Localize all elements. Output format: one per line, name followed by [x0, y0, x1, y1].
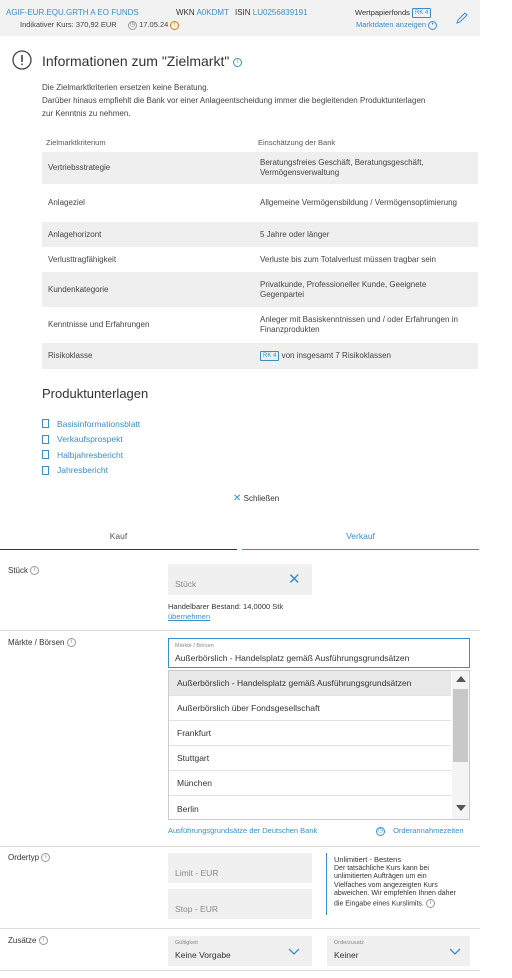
- isin-label: ISIN: [235, 8, 251, 17]
- table-row: Verlusttragfähigkeit Verluste bis zum Totalverlust müssen tragbar sein: [48, 254, 436, 264]
- clock-icon: ◷: [377, 827, 384, 834]
- document-link-halbjahresbericht[interactable]: Halbjahresbericht: [42, 447, 140, 463]
- divider: [0, 630, 480, 631]
- risk-class-badge: RK 4: [412, 8, 431, 18]
- document-link-jahresbericht[interactable]: Jahresbericht: [42, 463, 140, 479]
- gueltigkeit-select[interactable]: Gültigkeit Keine Vorgabe: [168, 936, 312, 966]
- info-icon[interactable]: i: [41, 853, 50, 862]
- chevron-down-icon: [449, 948, 461, 956]
- list-item[interactable]: Außerbörslich über Fondsgesellschaft: [169, 696, 451, 721]
- fund-name[interactable]: AGIF-EUR.EQU.GRTH A EO FUNDS: [6, 8, 139, 17]
- stueck-label: Stück: [8, 566, 29, 575]
- column-header-assessment: Einschätzung der Bank: [258, 137, 336, 147]
- documents-title: Produktunterlagen: [42, 386, 149, 401]
- info-icon[interactable]: i: [233, 58, 242, 67]
- tradeable-holdings: Handelbarer Bestand: 14,0000 Stk: [168, 602, 284, 611]
- markets-label: Märkte / Börsen: [8, 638, 65, 647]
- list-item[interactable]: Berlin: [177, 803, 199, 814]
- scroll-up-icon[interactable]: [456, 676, 466, 682]
- clear-icon[interactable]: ✕: [288, 571, 301, 588]
- document-icon: [42, 435, 49, 444]
- warning-icon[interactable]: !: [170, 21, 179, 30]
- asset-type: Wertpapierfonds: [355, 8, 410, 17]
- ordertyp-label: Ordertyp: [8, 853, 40, 862]
- orderzusatz-select[interactable]: Orderzusatz Keiner: [327, 936, 470, 966]
- table-row: Kenntnisse und Erfahrungen Anleger mit Basiskenntnissen und / oder Erfahrungen in Finanzprodukten: [48, 315, 458, 334]
- zusaetze-label: Zusätze: [8, 936, 37, 945]
- close-icon: ✕: [233, 493, 242, 504]
- exclamation-circle-icon: [12, 50, 32, 70]
- info-icon[interactable]: i: [426, 899, 435, 908]
- ordertyp-info: Unlimitiert - Bestens Der tatsächliche Kurs kann bei unlimitierten Aufträgen um ein Vielfaches vom angezeigten Kurs abweichen. Wir empfehlen Ihnen daher die Eingabe eines Kurslimits. i: [334, 855, 456, 908]
- scrollbar-thumb[interactable]: [453, 689, 468, 762]
- info-icon[interactable]: i: [30, 566, 39, 575]
- uebernehmen-link[interactable]: übernehmen: [168, 612, 211, 621]
- markets-selected-value: Außerbörslich - Handelsplatz gemäß Ausführungsgrundsätzen: [175, 653, 410, 663]
- table-row: Vertriebsstrategie Beratungsfreies Geschäft, Beratungsgeschäft, Vermögensverwaltung: [42, 152, 478, 184]
- stop-input[interactable]: Stop - EUR: [168, 889, 312, 919]
- column-header-criterion: Zielmarktkriterium: [46, 137, 106, 147]
- document-link-basisinformationsblatt[interactable]: Basisinformationsblatt: [42, 416, 140, 432]
- document-icon: [42, 466, 49, 475]
- instrument-header: [0, 0, 480, 36]
- zielmarkt-intro: Die Zielmarktkriterien ersetzen keine Beratung. Darüber hinaus empfiehlt die Bank vor einer Anlageentscheidung immer die begleitenden Produktunterlagen zur Kenntnis zu nehmen.: [42, 83, 426, 118]
- info-icon[interactable]: i: [39, 936, 48, 945]
- wkn-label: WKN: [176, 8, 195, 17]
- documents-list: [42, 416, 140, 478]
- risk-class-badge: RK 4: [260, 351, 279, 361]
- table-row: Kundenkategorie Privatkunde, Professioneller Kunde, Geeignete Gegenpartei: [42, 272, 478, 307]
- document-icon: [42, 450, 49, 459]
- info-accent-bar: [326, 853, 327, 915]
- close-button[interactable]: ✕ Schließen: [233, 493, 280, 504]
- info-icon[interactable]: i: [67, 638, 76, 647]
- divider: [0, 846, 480, 847]
- document-icon: [42, 419, 49, 428]
- list-item[interactable]: Frankfurt: [169, 721, 451, 746]
- zielmarkt-table: [42, 132, 478, 369]
- tab-verkauf[interactable]: Verkauf: [242, 524, 479, 550]
- eye-icon[interactable]: •: [428, 21, 437, 30]
- list-item[interactable]: Stuttgart: [169, 746, 451, 771]
- market-data-link[interactable]: Marktdaten anzeigen: [356, 20, 427, 29]
- list-item[interactable]: Außerbörslich - Handelsplatz gemäß Ausführungsgrundsätzen: [169, 671, 451, 696]
- table-row: Anlagehorizont 5 Jahre oder länger: [42, 222, 478, 247]
- stueck-input[interactable]: Stück ✕: [168, 564, 312, 595]
- divider: [0, 928, 480, 929]
- markets-dropdown-list: [168, 670, 470, 820]
- execution-principles-link[interactable]: Ausführungsgrundsätze der Deutschen Bank: [168, 826, 318, 835]
- price-date: 17.05.24: [139, 20, 169, 29]
- wkn-value: A0KDMT: [196, 8, 229, 17]
- isin-value: LU0256839191: [252, 8, 308, 17]
- order-acceptance-times-link[interactable]: ◷ Orderannahmezeiten: [377, 826, 464, 835]
- indicative-price: Indikativer Kurs: 370,92 EUR: [20, 20, 117, 29]
- table-row: Anlageziel Allgemeine Vermögensbildung / Vermögensoptimierung: [48, 198, 458, 207]
- markets-select[interactable]: Märkte / Börsen Außerbörslich - Handelsplatz gemäß Ausführungsgrundsätzen: [168, 638, 470, 668]
- edit-pencil-icon[interactable]: [455, 11, 469, 25]
- document-link-verkaufsprospekt[interactable]: Verkaufsprospekt: [42, 432, 140, 448]
- divider: [0, 970, 480, 971]
- list-item[interactable]: München: [169, 771, 451, 796]
- chevron-down-icon: [288, 948, 300, 956]
- scrollbar[interactable]: [452, 671, 469, 819]
- tab-kauf[interactable]: Kauf: [0, 524, 237, 550]
- zielmarkt-title: Informationen zum "Zielmarkt": [42, 53, 230, 69]
- scroll-down-icon[interactable]: [456, 805, 466, 811]
- limit-input[interactable]: Limit - EUR: [168, 853, 312, 883]
- clock-icon: ◷: [129, 21, 136, 28]
- table-row: Risikoklasse RK 4 von insgesamt 7 Risikoklassen: [42, 343, 478, 369]
